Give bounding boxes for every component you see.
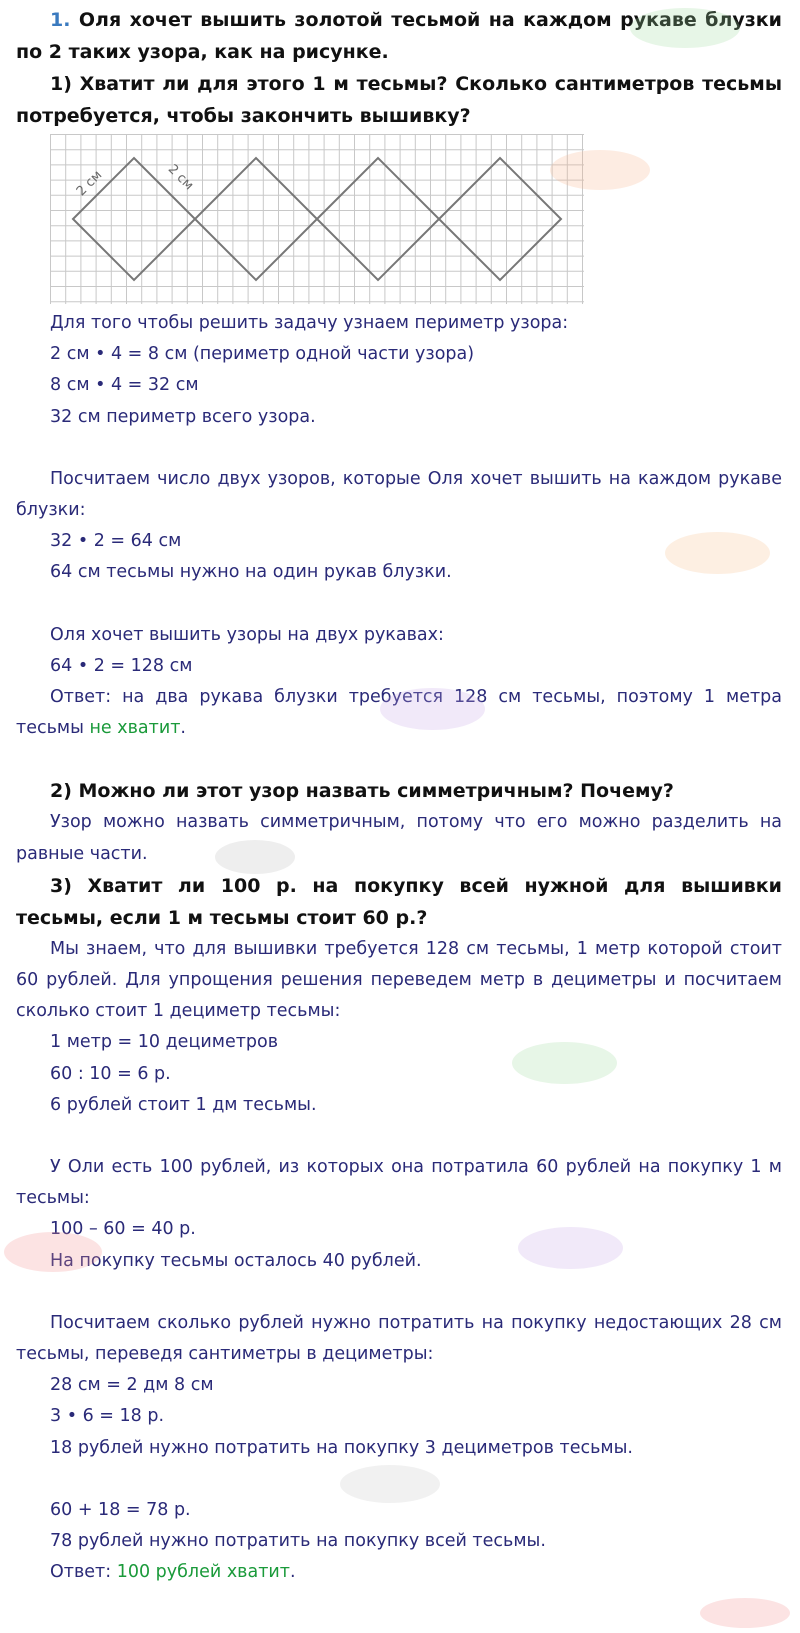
part1-line-5: 32 • 2 = 64 см [50, 531, 182, 552]
diamond-pattern [73, 158, 561, 280]
spacer [16, 433, 782, 464]
part3-para-2: У Оли есть 100 рублей, из которых она потратила 60 рублей на покупку 1 м тесьмы: [16, 1157, 782, 1209]
part3-line-8: 18 рублей нужно потратить на покупку 3 дециметров тесьмы. [50, 1437, 633, 1458]
spacer [16, 589, 782, 620]
spacer [16, 1464, 782, 1495]
diamond-shape [317, 158, 439, 280]
part3-line-9: 60 + 18 = 78 р. [50, 1499, 191, 1520]
part3-line-2: 60 : 10 = 6 р. [50, 1063, 171, 1084]
part1-line-7: Оля хочет вышить узоры на двух рукавах: [50, 624, 444, 645]
part3-answer-label: Ответ: [50, 1562, 117, 1583]
part1-answer [16, 682, 782, 744]
part1-line-2: 2 см • 4 = 8 см (периметр одной части узора) [50, 344, 475, 365]
part3-line-1: 1 метр = 10 дециметров [50, 1032, 279, 1053]
spacer [16, 1277, 782, 1308]
part3-line-4: 100 – 60 = 40 р. [50, 1219, 196, 1240]
watermark-blob [700, 1598, 790, 1628]
part2-answer: Узор можно назвать симметричным, потому что его можно разделить на равные части. [16, 812, 782, 864]
part3-answer-highlight: 100 рублей хватит [116, 1562, 290, 1583]
part3-para-1: Мы знаем, что для вышивки требуется 128 см тесьмы, 1 метр которой стоит 60 рублей. Для упрощения решения переведем метр в дециметры и посчитаем сколько стоит 1 дециметр тесьмы: [16, 938, 782, 1022]
pattern-figure [50, 134, 584, 304]
part3-question: 3) Хватит ли 100 р. на покупку всей нужной для вышивки тесьмы, если 1 м тесьмы стоит 60 р.? [16, 874, 782, 929]
part3-line-7: 3 • 6 = 18 р. [50, 1406, 165, 1427]
part1-answer-highlight: не хватит [89, 718, 181, 739]
part1-line-4: 32 см периметр всего узора. [50, 406, 316, 427]
pattern-grid-svg [50, 134, 584, 304]
part1-line-3: 8 см • 4 = 32 см [50, 375, 199, 396]
task-number: 1. [50, 9, 71, 31]
part3-answer [16, 1557, 782, 1588]
part3-line-10: 78 рублей нужно потратить на покупку всей тесьмы. [50, 1531, 546, 1552]
spacer [16, 744, 782, 775]
side-label-right: 2 см [164, 161, 197, 194]
part3-line-6: 28 см = 2 дм 8 см [50, 1375, 214, 1396]
spacer [16, 1121, 782, 1152]
part1-question: 1) Хватит ли для этого 1 м тесьмы? Сколько сантиметров тесьмы потребуется, чтобы закончить вышивку? [16, 73, 782, 127]
part1-line-8: 64 • 2 = 128 см [50, 655, 193, 676]
part3-line-5: На покупку тесьмы осталось 40 рублей. [50, 1250, 422, 1271]
diamond-shape [439, 158, 561, 280]
part1-line-6: 64 см тесьмы нужно на один рукав блузки. [50, 562, 452, 583]
part1-para-2: Посчитаем число двух узоров, которые Оля хочет вышить на каждом рукаве блузки: [16, 468, 782, 521]
task-intro-text: Оля хочет вышить золотой тесьмой на каждом рукаве блузки по 2 таких узора, как на рисунке. [16, 9, 782, 63]
part3-para-3: Посчитаем сколько рублей нужно потратить на покупку недостающих 28 см тесьмы, переведя сантиметры в дециметры: [16, 1312, 782, 1365]
part1-answer-end: . [180, 718, 186, 739]
part3-answer-end: . [289, 1562, 296, 1583]
side-label-left: 2 см [73, 167, 106, 200]
part1-line-1: Для того чтобы решить задачу узнаем периметр узора: [50, 313, 569, 333]
part3-line-3: 6 рублей стоит 1 дм тесьмы. [50, 1094, 317, 1115]
part1-answer-text: Ответ: на два рукава блузки требуется 128 см тесьмы, поэтому 1 метра тесьмы [16, 687, 782, 739]
part2-question: 2) Можно ли этот узор назвать симметричным? Почему? [50, 780, 674, 803]
task-intro [16, 4, 782, 68]
diamond-shape [195, 158, 317, 280]
